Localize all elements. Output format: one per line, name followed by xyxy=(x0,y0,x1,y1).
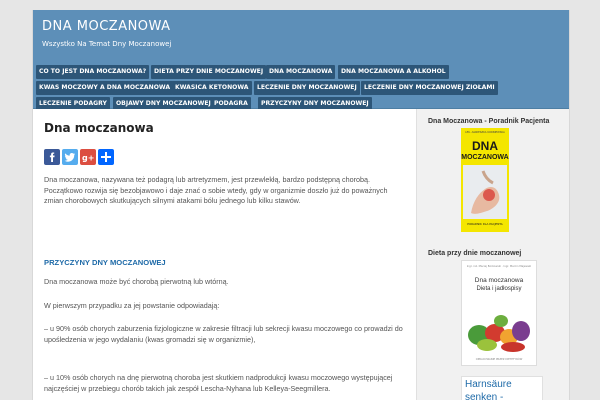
post-paragraph-2: Dna moczanowa może być chorobą pierwotną lub wtórną. xyxy=(44,277,229,286)
nav-item-alkohol[interactable]: DNA MOCZANOWA A ALKOHOL xyxy=(338,65,449,79)
nav-item-leczenie-ziolami[interactable]: LECZENIE DNY MOCZANOWEJ ZIOŁAMI xyxy=(361,81,498,95)
svg-text:g+: g+ xyxy=(82,153,95,163)
sidebar-advertisement[interactable] xyxy=(461,376,543,400)
post-paragraph-4: – u 90% osób chorych zaburzenia fizjologiczne w zakresie filtracji lub sekrecji kwasu moczowego co prowadzi do upośledzenia w jego wydalaniu (kwas gromadzi się w organizmie), xyxy=(44,324,403,344)
book-1-title-big: DNA xyxy=(472,139,498,153)
site-header xyxy=(33,10,569,60)
google-plus-icon[interactable] xyxy=(80,149,96,165)
main-navigation xyxy=(33,57,569,109)
sidebar-widget-title-dieta: Dieta przy dnie moczanowej xyxy=(428,250,522,257)
nav-item-leczenie-podagry[interactable]: LECZENIE PODAGRY xyxy=(36,97,110,111)
ad-text-line-1: Harnsäure xyxy=(465,379,512,390)
nav-item-podagra[interactable]: PODAGRA xyxy=(211,97,251,111)
page-wrapper xyxy=(32,10,570,400)
book-1-author: LEK. AGNIESZKA KORNIEWSKA xyxy=(465,131,505,134)
site-title[interactable]: DNA MOCZANOWA xyxy=(42,19,171,34)
share-plus-icon[interactable] xyxy=(98,149,114,165)
foot-illustration-image xyxy=(463,165,507,219)
post-title: Dna moczanowa xyxy=(44,121,154,135)
twitter-icon[interactable] xyxy=(62,149,78,165)
book-2-footer: OPRACOWANIE PRZEZ DIETETYKÓW xyxy=(475,358,523,361)
site-description: Wszystko Na Temat Dny Moczanowej xyxy=(42,40,172,48)
post-paragraph-intro: Dna moczanowa, nazywana też podagrą lub artretyzmem, jest przewlekłą, bardzo podstępną chorobą. Początkowo rozwija się bezobjawowo i daje znać o sobie wtedy, gdy w organizmie doszło już do poważnych zmian chorobowych skutkujących silnymi atakami bólu jednego lub kilku stawów. xyxy=(44,175,388,206)
book-1-footer: PORADNIK DLA PACJENTA xyxy=(467,222,503,226)
post-paragraph-5: – u 10% osób chorych na dnę pierwotną choroba jest skutkiem nadprodukcji kwasu moczowego występującej najczęściej w przebiegu chorób takich jak zespół Lescha-Nyhana lub Kelleya-Seegmillera. xyxy=(44,373,393,393)
section-heading-przyczyny: PRZYCZYNY DNY MOCZANOWEJ xyxy=(44,258,166,267)
sidebar-widget-title-poradnik: Dna Moczanowa - Poradnik Pacjenta xyxy=(428,118,550,125)
ad-text-line-2: senken - xyxy=(465,392,504,400)
nav-item-dieta[interactable]: DIETA PRZY DNIE MOCZANOWEJ xyxy=(151,65,266,79)
vegetables-illustration-image xyxy=(465,303,533,353)
sidebar xyxy=(416,109,570,400)
nav-item-co-to-jest[interactable]: CO TO JEST DNA MOCZANOWA? xyxy=(36,65,149,79)
book-cover-dieta[interactable] xyxy=(461,260,537,366)
main-content xyxy=(33,109,415,400)
post-paragraph-3: W pierwszym przypadku za jej powstanie odpowiadają: xyxy=(44,301,220,310)
book-cover-poradnik[interactable] xyxy=(461,128,509,232)
book-2-title-line-2: Dieta i jadłospisy xyxy=(476,286,522,292)
nav-item-leczenie[interactable]: LECZENIE DNY MOCZANOWEJ xyxy=(254,81,360,95)
nav-item-przyczyny[interactable]: PRZYCZYNY DNY MOCZANOWEJ xyxy=(258,97,372,111)
facebook-icon[interactable] xyxy=(44,149,60,165)
nav-item-objawy[interactable]: OBJAWY DNY MOCZANOWEJ xyxy=(113,97,214,111)
nav-item-kwasica[interactable]: KWASICA KETONOWA xyxy=(172,81,252,95)
book-2-title-line-1: Dna moczanowa xyxy=(474,277,524,284)
book-2-authors: lngr. inż. Maciej Borkowski · lngr. Marcin Majewski xyxy=(466,265,532,268)
nav-item-dna-moczanowa[interactable]: DNA MOCZANOWA xyxy=(266,65,335,79)
nav-item-kwas-moczowy[interactable]: KWAS MOCZOWY A DNA MOCZANOWA xyxy=(36,81,173,95)
book-1-title-small: MOCZANOWA xyxy=(461,154,509,161)
